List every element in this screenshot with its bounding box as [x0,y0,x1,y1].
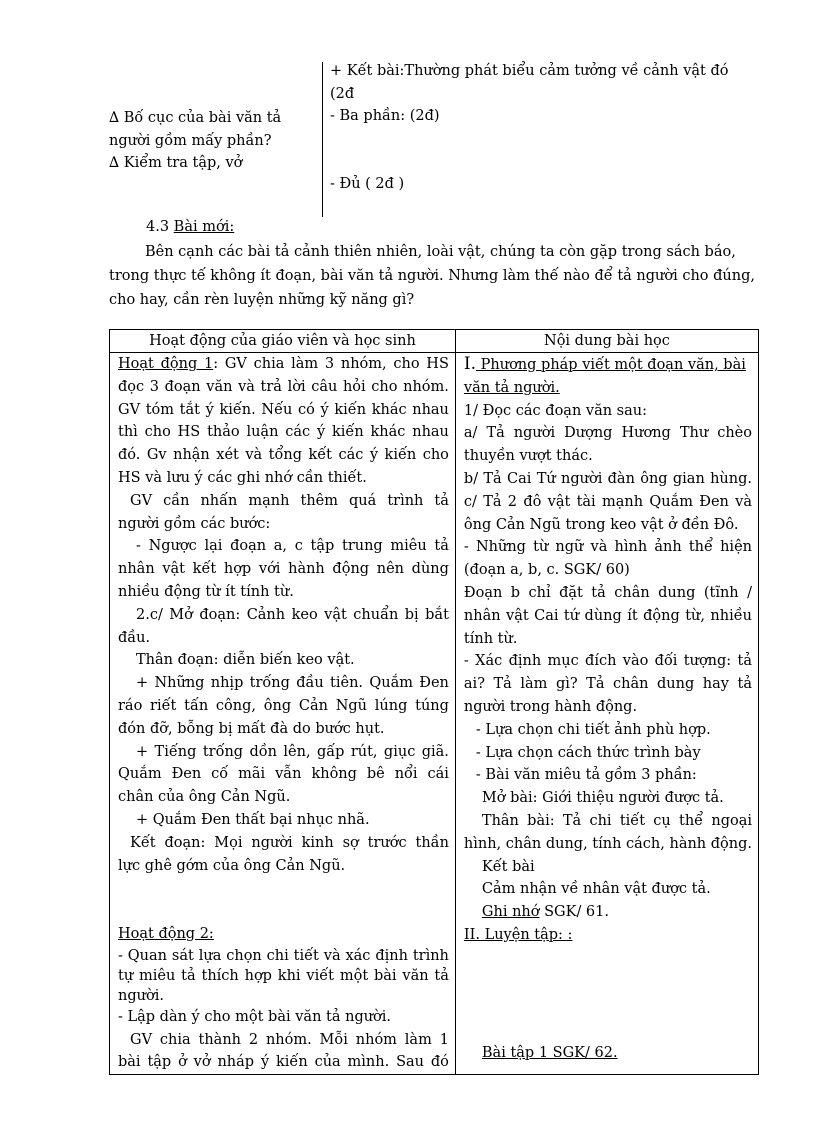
activities-cell [110,353,456,1075]
left-line: + Tiếng trống dồn lên, gấp rút, giục giã. [136,743,449,760]
left-line: Thân đoạn: diễn biến keo vật. [136,652,355,669]
left-line: lực ghê gớm của ông Cản Ngũ. [118,857,346,874]
right-line: a/ Tả người Dượng Hương Thư chèo [463,425,752,442]
left-line: GV chia thành 2 nhóm. Mỗi nhóm làm 1 [130,1031,449,1048]
right-line: người trong hành động. [463,698,638,715]
right-line: Kết bài [481,858,535,875]
left-line: thì cho HS thảo luận các ý kiến khác nhau [118,424,449,441]
exercise-1: Bài tập 1 SGK/ 62. [481,1044,618,1061]
left-line: đón đỡ, bỗng bị mất đà do bước hụt. [118,720,385,737]
answer-enough: - Đủ ( 2đ ) [330,175,405,192]
intro-line: cho hay, cần rèn luyện những kỹ năng gì? [109,292,415,308]
question-check-notebook: ∆ Kiểm tra tập, vở [109,155,243,171]
left-line: đọc 3 đoạn văn và trả lời câu hỏi cho nhóm. [118,378,449,395]
top-right-column [330,60,760,195]
left-line: nhân vật kết hợp với hành động nên dùng [118,561,449,578]
right-line: - Lựa chọn cách thức trình bày [475,744,701,761]
right-line: Mở bài: Giới thiệu người được tả. [481,790,724,807]
answer-conclusion-score: (2đ [330,85,355,102]
left-line: + Những nhịp trống đầu tiên. Quắm Đen [136,675,449,692]
question-structure-2: người gồm mấy phần? [109,132,272,149]
right-line: nhân vật Cai tứ dùng ít động từ, nhiều [463,607,752,624]
content-cell [455,353,758,1075]
right-line: - Bài văn miêu tả gồm 3 phần: [475,767,697,784]
table-body-row [110,353,759,1075]
left-line: nhiều động từ ít tính từ. [118,583,294,600]
right-line: hình, chân dung, tính cách, hành động. [463,835,752,852]
right-line: 1/ Đọc các đoạn văn sau: [463,402,647,419]
method-heading: I. Phương pháp viết một đoạn văn, bài [463,354,746,374]
left-line: ráo riết tấn công, ông Cản Ngũ lúng túng [118,697,449,714]
top-left-column [109,107,319,175]
right-line: thuyền vượt thác. [463,448,593,465]
left-line: - Quan sát lựa chọn chi tiết và xác định trình [118,947,449,964]
left-line: bài tập ở vở nháp ý kiến của mình. Sau đó [118,1054,449,1071]
intro-paragraph [109,240,759,312]
section-heading [146,216,234,239]
left-line: đầu. [118,629,151,646]
right-line: Đoạn b chỉ đặt tả chân dung (tĩnh / [463,584,752,601]
section-title: Bài mới: [173,219,235,235]
left-line: người. [118,987,164,1004]
left-line: HS và lưu ý các ghi nhớ cần thiết. [118,469,367,486]
right-line: ông Cản Ngũ trong keo vật ở đền Đô. [463,516,739,533]
activity-2-label: Hoạt động 2: [118,925,214,942]
left-line: + Quắm Đen thất bại nhục nhã. [136,811,370,828]
right-line: Thân bài: Tả chi tiết cụ thể ngoại [481,812,752,829]
answer-three-parts: - Ba phần: (2đ) [330,108,440,124]
section-number: 4.3 [146,219,174,235]
right-line: - Những từ ngữ và hình ảnh thể hiện [463,539,752,556]
practice-heading: II. Luyện tập: : [463,926,573,943]
memo-label: Ghi nhớ [481,904,540,921]
left-line: người gồm các bước: [118,515,271,532]
left-line: chân của ông Cản Ngũ. [118,789,291,806]
left-line: 2.c/ Mở đoạn: Cảnh keo vật chuẩn bị bắt [136,606,449,623]
top-divider-line [322,62,323,217]
left-line: tự miêu tả thích hợp khi viết một bài văn tả [118,967,449,984]
question-structure-1: ∆ Bố cục của bài văn tả [109,110,282,126]
right-line: ai? Tả làm gì? Tả chân dung hay tả [463,676,752,693]
right-line: Cảm nhận về nhân vật được tả. [481,881,711,898]
left-line: - Ngược lại đoạn a, c tập trung miêu tả [136,538,449,555]
left-line: - Lập dàn ý cho một bài văn tả người. [118,1008,392,1025]
lesson-table [109,329,759,1075]
intro-line: trong thực tế không ít đoạn, bài văn tả người. Nhưng làm thế nào để tả người cho đúng, [109,268,755,284]
method-heading-cont: văn tả người. [463,379,560,396]
left-line: Quắm Đen cố mãi vẫn không bê nổi cái [118,766,449,783]
activity-1-label: Hoạt động 1 [118,356,214,372]
left-line: GV tóm tắt ý kiến. Nếu có ý kiến khác nhau [118,401,449,418]
right-line: - Lựa chọn chi tiết ảnh phù hợp. [475,721,711,738]
header-content: Nội dung bài học [455,330,758,353]
right-line: - Xác định mục đích vào đối tượng: tả [463,653,752,670]
table-header-row [110,330,759,353]
right-line: tính từ. [463,630,518,647]
right-line: b/ Tả Cai Tứ người đàn ông gian hùng. [463,470,752,487]
answer-conclusion: + Kết bài:Thường phát biểu cảm tưởng về cảnh vật đó [330,63,729,79]
intro-line: Bên cạnh các bài tả cảnh thiên nhiên, loài vật, chúng ta còn gặp trong sách báo, [145,244,736,260]
memo-line: Ghi nhớ SGK/ 61. [481,904,609,921]
right-line: (đoạn a, b, c. SGK/ 60) [463,562,630,579]
activity-1-intro: Hoạt động 1: GV chia làm 3 nhóm, cho HS [118,356,449,372]
left-line: GV cần nhấn mạnh thêm quá trình tả [130,492,449,509]
header-activities: Hoạt động của giáo viên và học sinh [110,330,456,353]
left-line: đó. Gv nhận xét và tổng kết các ý kiến cho [118,447,449,464]
right-line: c/ Tả 2 đô vật tài mạnh Quắm Đen và [463,493,752,510]
left-line: Kết đoạn: Mọi người kinh sợ trước thần [130,834,449,851]
